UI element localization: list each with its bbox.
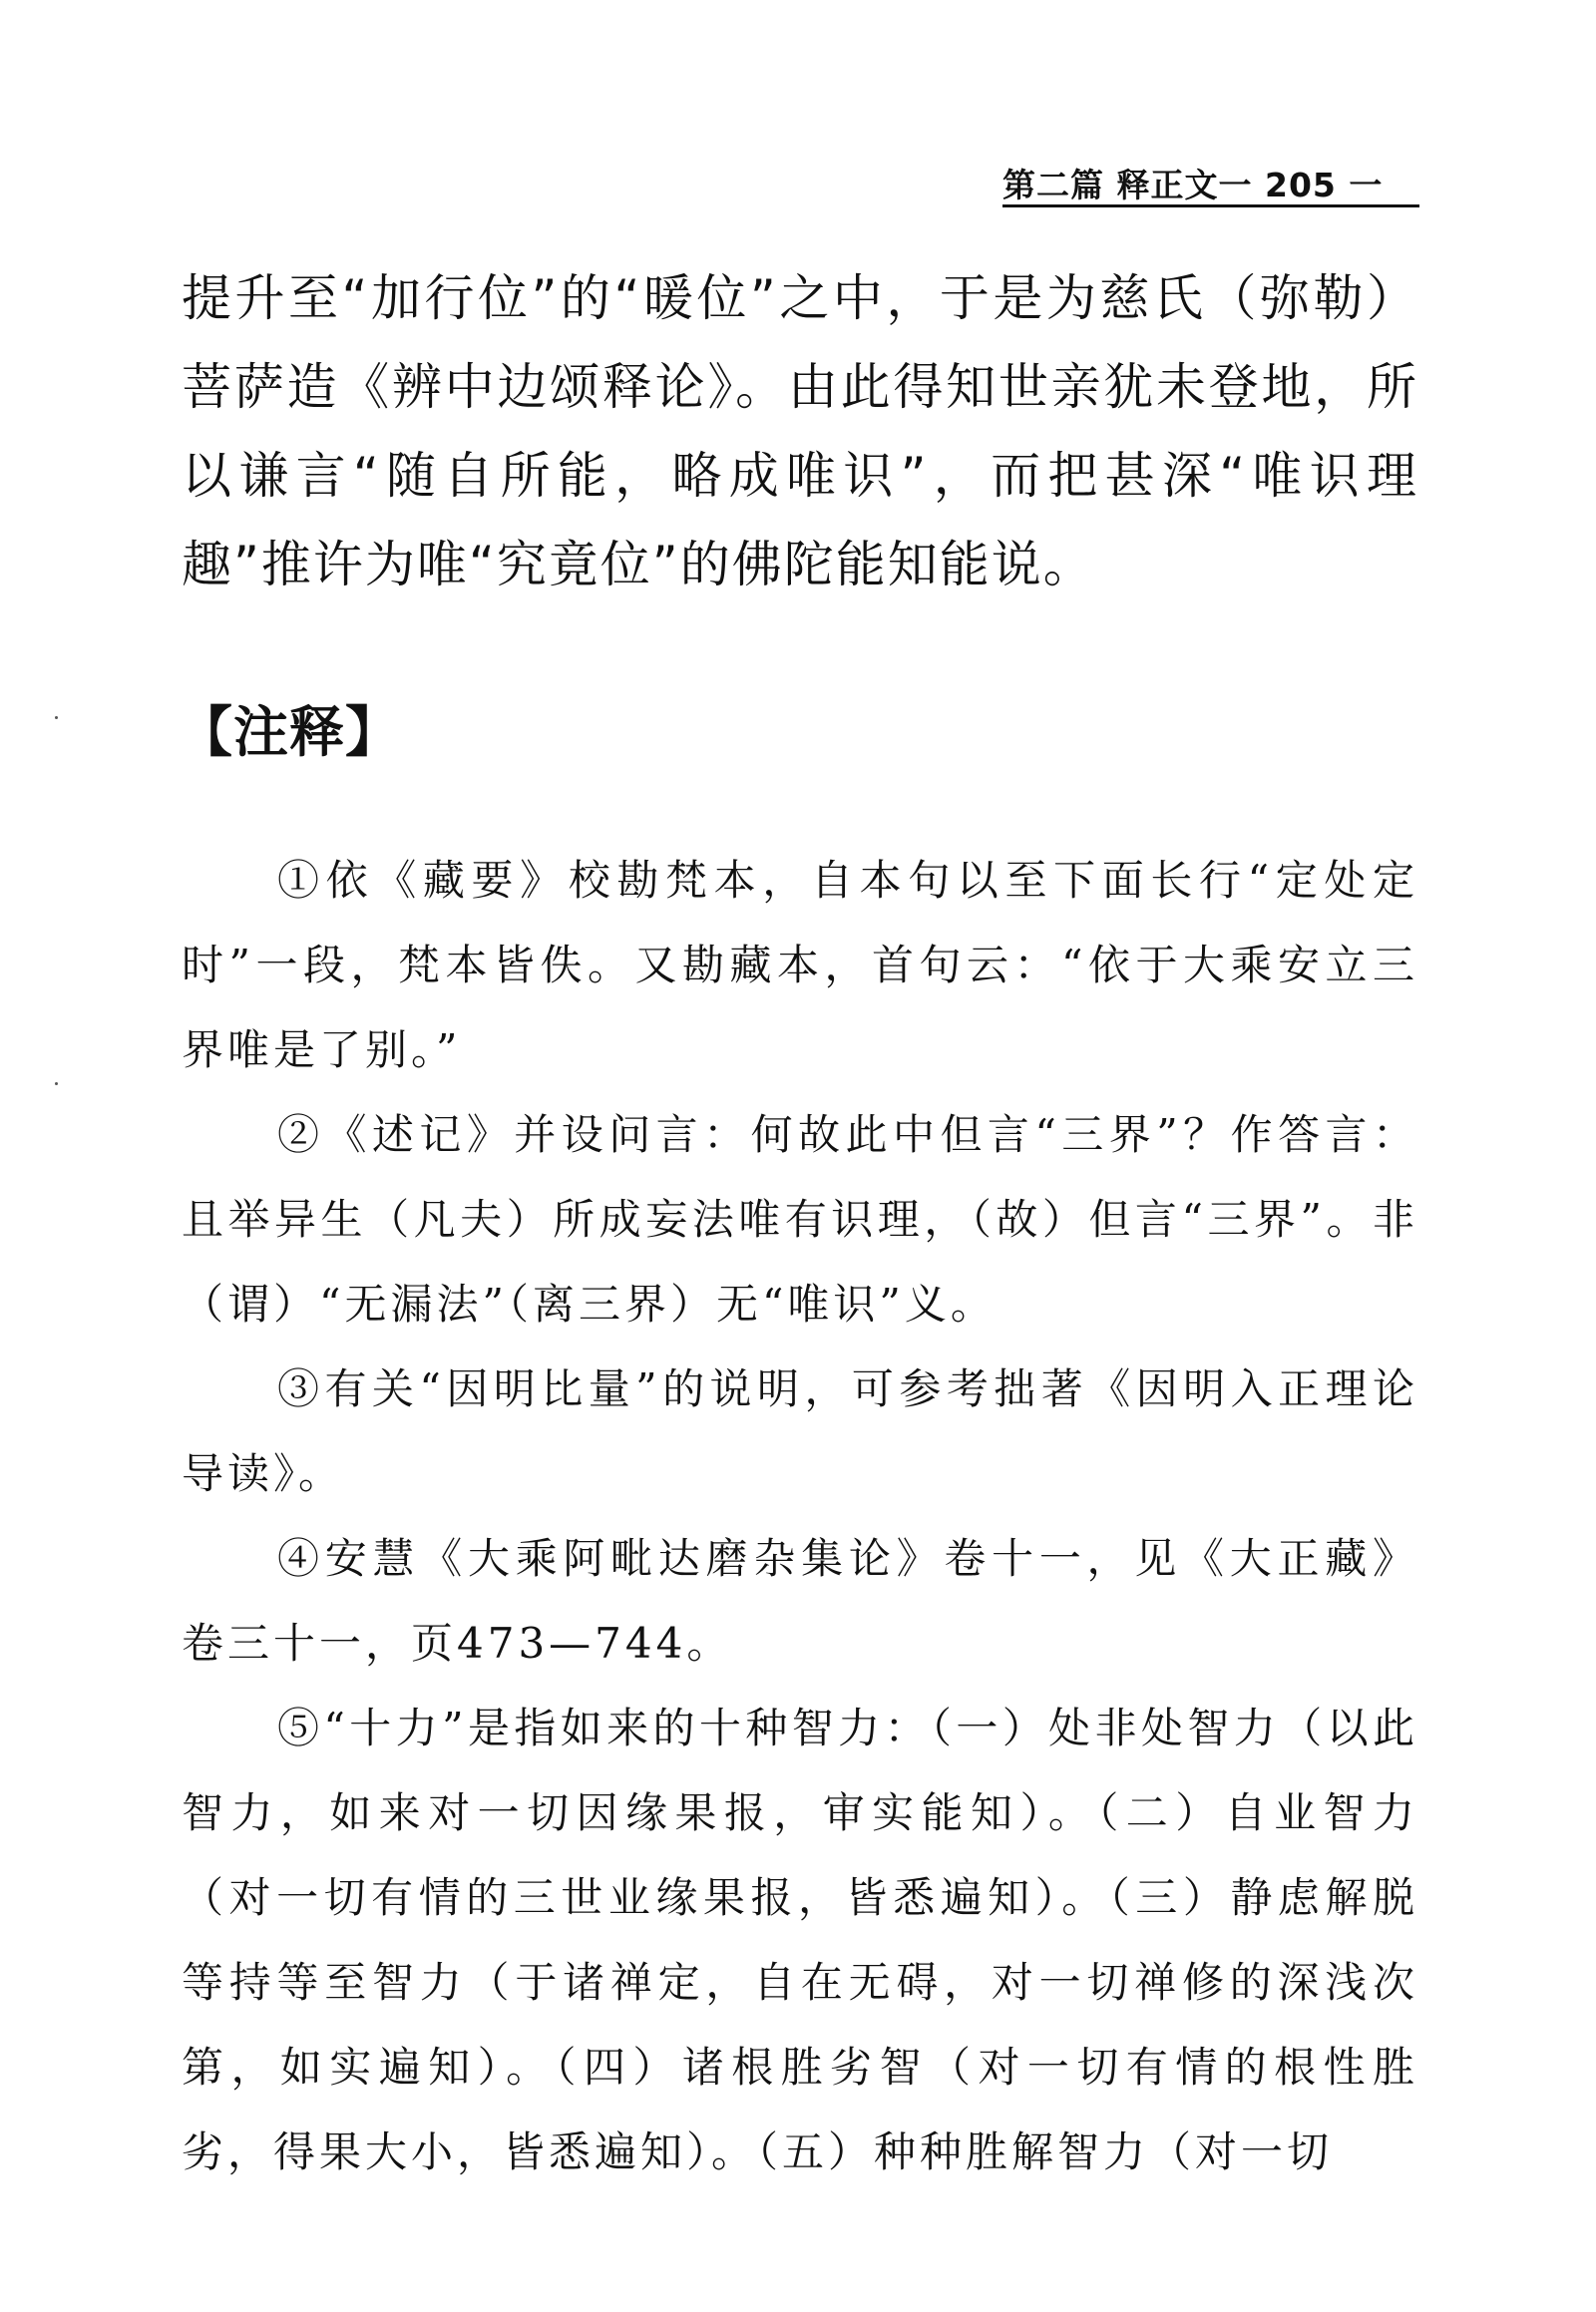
header-rule (1002, 204, 1419, 207)
scan-speck (55, 1082, 58, 1085)
note-4: ④安慧《大乘阿毗达磨杂集论》卷十一，见《大正藏》卷三十一，页473—744。 (182, 1534, 1418, 1668)
note-1: ①依《藏要》校勘梵本，自本句以至下面长行“定处定时”一段，梵本皆佚。又勘藏本，首句云：“依于大乘安立三界唯是了别。” (182, 856, 1418, 1074)
note-3: ③有关“因明比量”的说明，可参考拙著《因明入正理论导读》。 (182, 1364, 1418, 1498)
note-2: ②《述记》并设问言：何故此中但言“三界”？作答言：且举异生（凡夫）所成妄法唯有识理，（故）但言“三界”。非（谓）“无漏法”（离三界）无“唯识”义。 (182, 1110, 1418, 1329)
section-heading-notes: 【注释】 (178, 700, 402, 764)
running-header: 第二篇 释正文一 205 一 (1002, 166, 1384, 204)
note-5: ⑤“十力”是指如来的十种智力：（一）处非处智力（以此智力，如来对一切因缘果报，审实能知）。（二）自业智力（对一切有情的三世业缘果报，皆悉遍知）。（三）静虑解脱等持等至智力（于诸禅定，自在无碍，对一切禅修的深浅次第，如实遍知）。（四）诸根胜劣智（对一切有情的根性胜劣，得果大小，皆悉遍知）。（五）种种胜解智力（对一切 (182, 1704, 1418, 2176)
body-paragraph: 提升至“加行位”的“暖位”之中，于是为慈氏（弥勒）菩萨造《辨中边颂释论》。由此得知世亲犹未登地，所以谦言“随自所能，略成唯识”，而把甚深“唯识理趣”推许为唯“究竟位”的佛陀能知能说。 (182, 269, 1418, 593)
scan-speck (55, 716, 58, 719)
notes-list (182, 838, 1418, 2194)
